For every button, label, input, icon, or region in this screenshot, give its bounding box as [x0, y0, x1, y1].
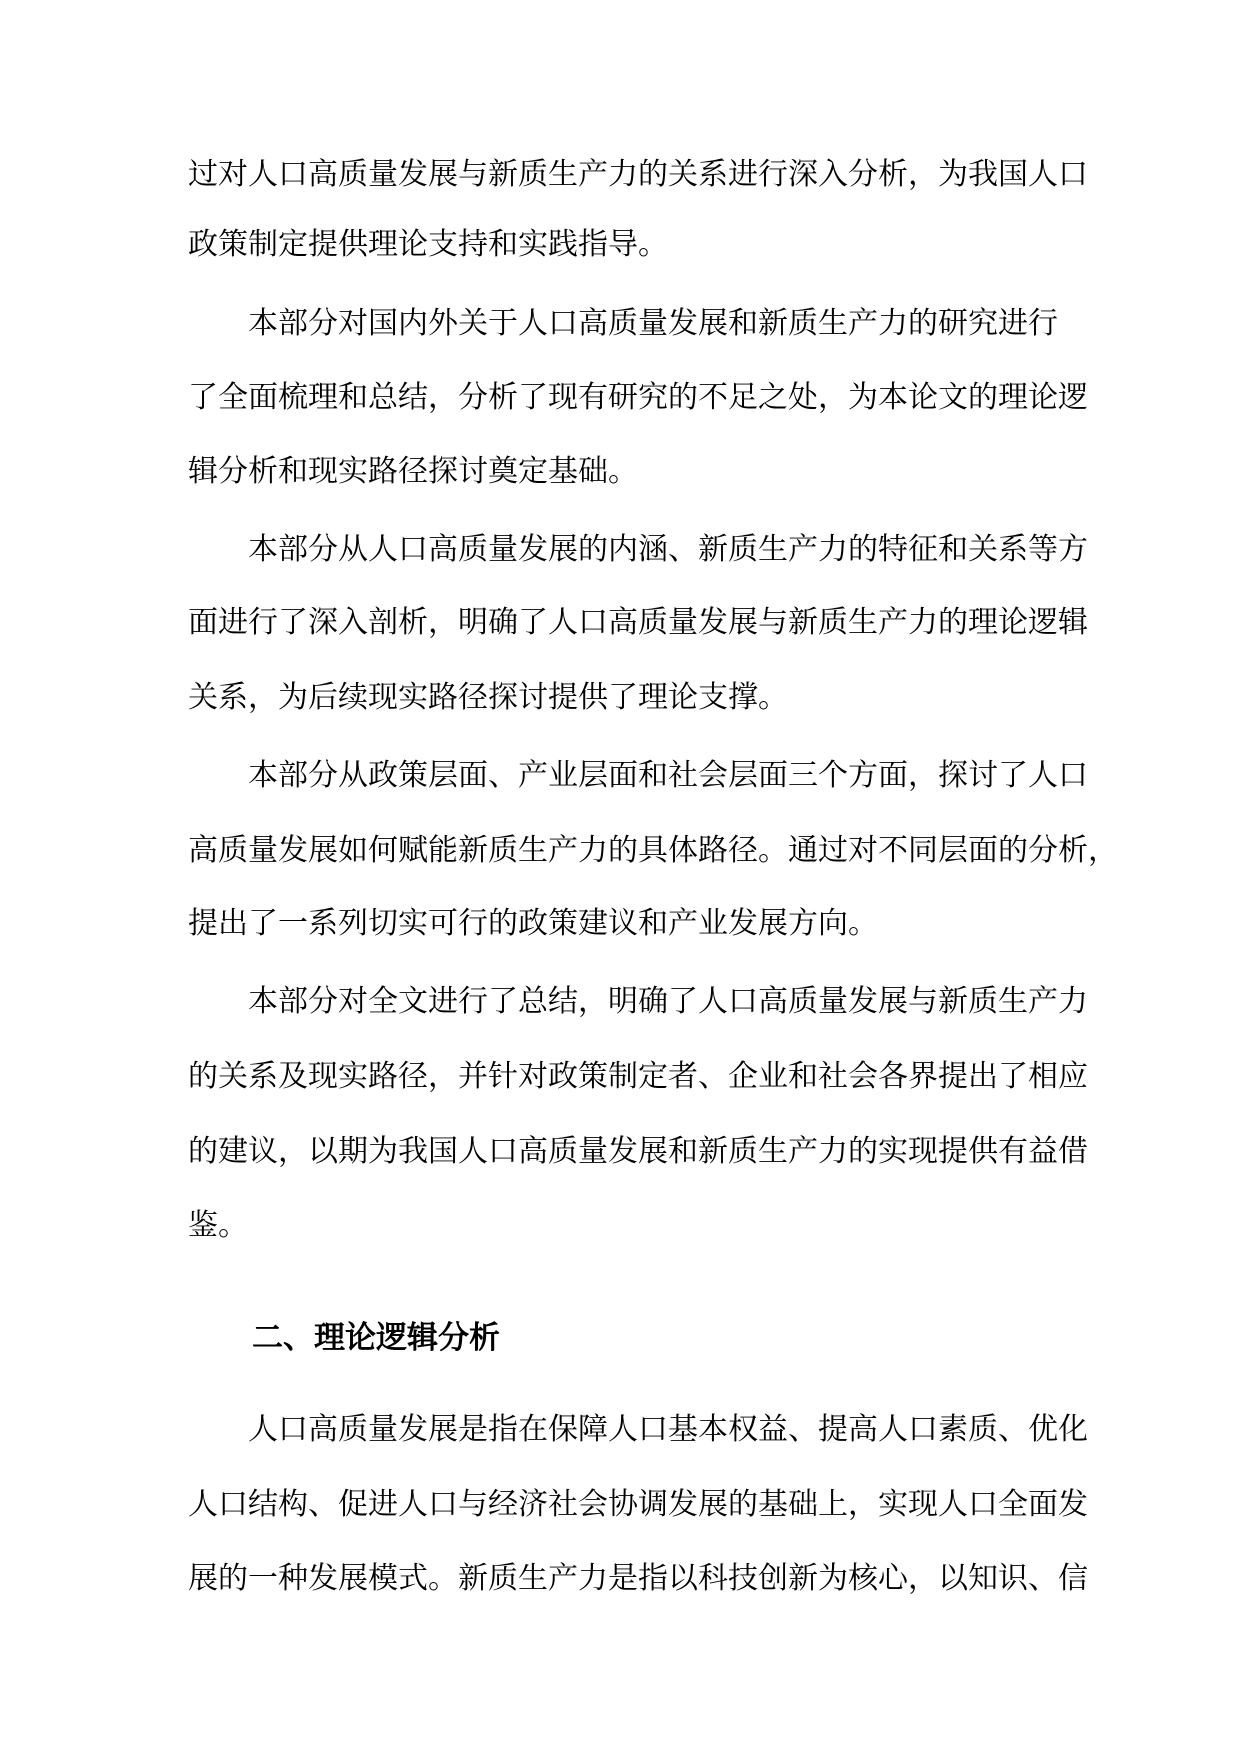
- paragraph-line: 政策制定提供理论支持和实践指导。: [188, 227, 668, 262]
- paragraph-line: 的关系及现实路径，并针对政策制定者、企业和社会各界提出了相应: [188, 1059, 1088, 1094]
- paragraph-line: 展的一种发展模式。新质生产力是指以科技创新为核心，以知识、信: [188, 1561, 1088, 1596]
- paragraph-line: 辑分析和现实路径探讨奠定基础。: [188, 454, 638, 489]
- paragraph-line: 的建议，以期为我国人口高质量发展和新质生产力的实现提供有益借: [188, 1134, 1088, 1169]
- paragraph-line: 了全面梳理和总结，分析了现有研究的不足之处，为本论文的理论逻: [188, 380, 1088, 415]
- paragraph-line: 本部分从政策层面、产业层面和社会层面三个方面，探讨了人口: [248, 758, 1088, 793]
- paragraph-line: 本部分从人口高质量发展的内涵、新质生产力的特征和关系等方: [248, 532, 1088, 567]
- section-heading: 二、理论逻辑分析: [252, 1320, 500, 1356]
- paragraph-line: 关系，为后续现实路径探讨提供了理论支撑。: [188, 680, 788, 715]
- paragraph-line: 本部分对全文进行了总结，明确了人口高质量发展与新质生产力: [248, 984, 1088, 1019]
- paragraph-line: 本部分对国内外关于人口高质量发展和新质生产力的研究进行: [248, 306, 1058, 341]
- paragraph-line: 人口高质量发展是指在保障人口基本权益、提高人口素质、优化: [248, 1412, 1088, 1447]
- paragraph-line: 过对人口高质量发展与新质生产力的关系进行深入分析，为我国人口: [188, 157, 1088, 192]
- paragraph-line: 高质量发展如何赋能新质生产力的具体路径。通过对不同层面的分析，: [188, 833, 1118, 868]
- paragraph-line: 人口结构、促进人口与经济社会协调发展的基础上，实现人口全面发: [188, 1487, 1088, 1522]
- paragraph-line: 面进行了深入剖析，明确了人口高质量发展与新质生产力的理论逻辑: [188, 605, 1088, 640]
- paragraph-line: 鉴。: [188, 1208, 248, 1243]
- paragraph-line: 提出了一系列切实可行的政策建议和产业发展方向。: [188, 906, 878, 941]
